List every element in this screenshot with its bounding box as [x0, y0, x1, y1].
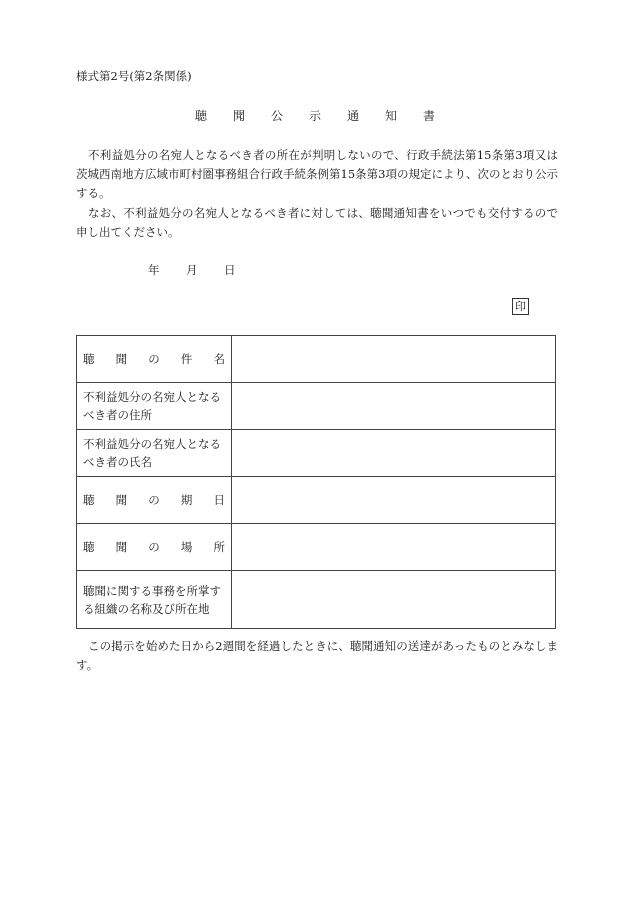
label-char: 聞	[115, 540, 128, 554]
label-char: 名	[213, 352, 225, 366]
row-value	[232, 571, 556, 629]
row-value	[232, 477, 556, 524]
row-value	[232, 524, 556, 571]
table-row	[77, 477, 556, 524]
row-label: 不利益処分の名宛人となるべき者の氏名	[77, 430, 232, 477]
row-value	[232, 336, 556, 383]
table-row	[77, 571, 556, 629]
row-value	[232, 430, 556, 477]
table-row	[77, 524, 556, 571]
date-day: 日	[224, 263, 236, 277]
form-number: 様式第2号(第2条関係)	[76, 69, 192, 83]
notice-paragraph-2: なお、不利益処分の名宛人となるべき者に対しては、聴聞通知書をいつでも交付するので申し出てください。	[76, 206, 558, 239]
table-row	[77, 336, 556, 383]
label-char: 聞	[115, 493, 128, 507]
row-value	[232, 383, 556, 430]
label-char: 聞	[115, 352, 128, 366]
label-char: 件	[180, 352, 193, 366]
date-line	[148, 262, 262, 278]
label-char: 期	[180, 493, 193, 507]
table-row	[77, 383, 556, 430]
row-label	[77, 336, 232, 383]
label-char: 所	[213, 540, 225, 554]
label-char: 日	[213, 493, 225, 507]
row-label: 聴聞に関する事務を所掌する組織の名称及び所在地	[77, 571, 232, 629]
label-char: の	[148, 540, 160, 554]
footer-note: この掲示を始めた日から2週間を経過したときに、聴聞通知の送達があったものとみなします。	[76, 639, 558, 672]
row-label: 不利益処分の名宛人となるべき者の住所	[77, 383, 232, 430]
row-label	[77, 524, 232, 571]
notice-paragraph-1: 不利益処分の名宛人となるべき者の所在が判明しないので、行政手続法第15条第3項又は茨城西南地方広域市町村圏事務組合行政手続条例第15条第3項の規定により、次のとおり公示する。	[76, 148, 558, 200]
date-year: 年	[148, 263, 160, 277]
label-char: 聴	[83, 493, 95, 507]
label-char: 聴	[83, 352, 95, 366]
label-char: の	[148, 352, 160, 366]
date-month: 月	[186, 263, 198, 277]
label-char: 場	[180, 540, 193, 554]
hearing-info-table	[76, 335, 556, 629]
label-char: の	[148, 493, 160, 507]
document-title: 聴聞公示通知書	[194, 109, 461, 123]
seal-mark: 印	[512, 298, 529, 315]
table-row	[77, 430, 556, 477]
label-char: 聴	[83, 540, 95, 554]
row-label	[77, 477, 232, 524]
